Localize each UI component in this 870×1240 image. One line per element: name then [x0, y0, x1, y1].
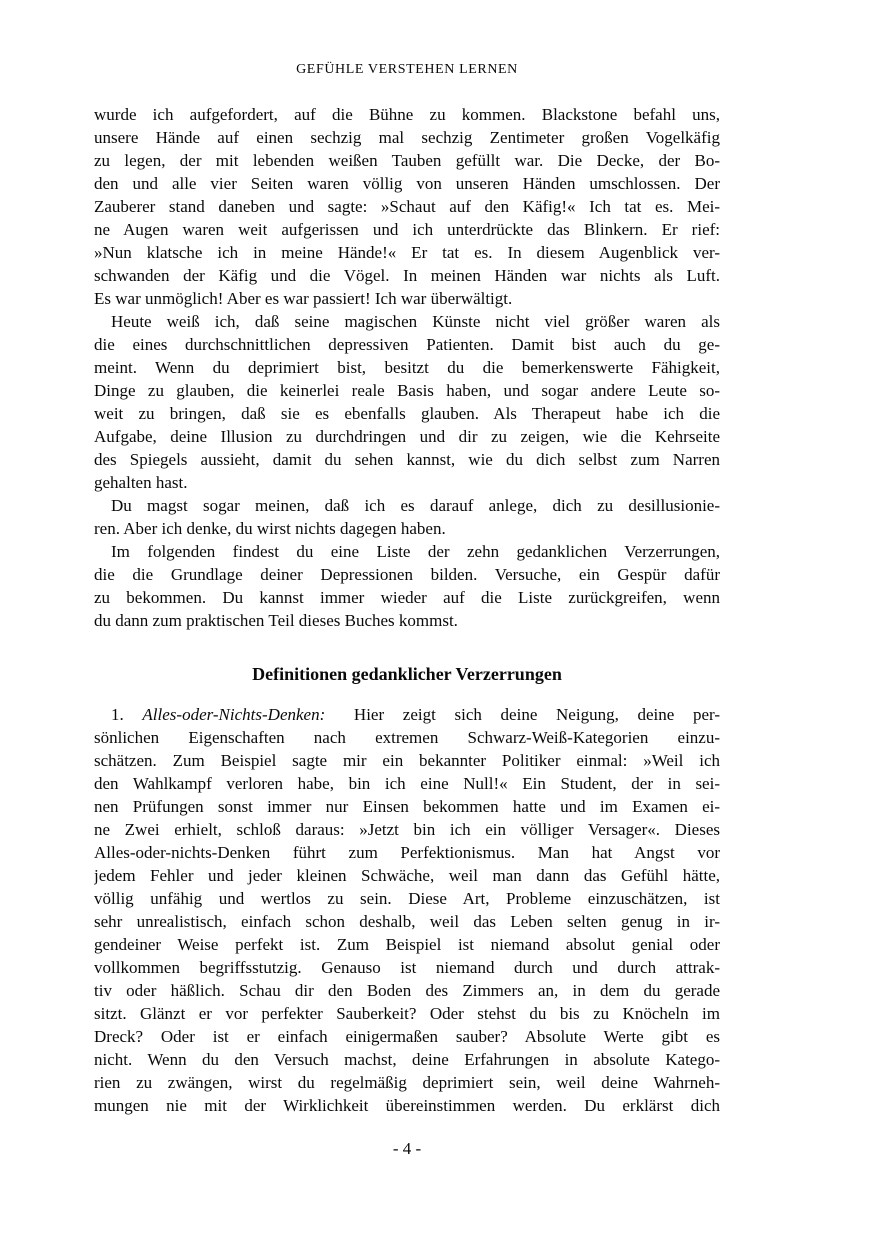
text-line: sönlichen Eigenschaften nach extremen Schwarz-Weiß-Kategorien einzu-: [94, 728, 720, 747]
list-item-lines: [94, 726, 720, 1117]
text-line: mungen nie mit der Wirklichkeit übereinstimmen werden. Du erklärst dich: [94, 1096, 720, 1115]
text-line: des Spiegels aussieht, damit du sehen kannst, wie du dich selbst zum Narren: [94, 450, 720, 469]
page-number: - 4 -: [392, 1139, 422, 1158]
text-line: den und alle vier Seiten waren völlig von unseren Händen umschlossen. Der: [94, 174, 720, 193]
body-paragraphs: [94, 103, 720, 632]
paragraph: [94, 494, 720, 540]
text-block: [94, 103, 720, 1117]
text-line: nicht. Wenn du den Versuch machst, deine Erfahrungen in absolute Katego-: [94, 1050, 720, 1069]
text-line: Aufgabe, deine Illusion zu durchdringen und dir zu zeigen, wie die Kehrseite: [94, 427, 720, 446]
text-line: unsere Hände auf einen sechzig mal sechzig Zentimeter großen Vogelkäfig: [94, 128, 720, 147]
text-line: du dann zum praktischen Teil dieses Buches kommst.: [94, 611, 458, 630]
text-line: die die Grundlage deiner Depressionen bilden. Versuche, ein Gespür dafür: [94, 565, 720, 584]
text-line: Dinge zu glauben, die keinerlei reale Basis haben, und sogar andere Leute so-: [94, 381, 720, 400]
text-line: nen Prüfungen sonst immer nur Einsen bekommen hatte und im Examen ei-: [94, 797, 720, 816]
text-line: ren. Aber ich denke, du wirst nichts dagegen haben.: [94, 519, 446, 538]
text-line: »Nun klatsche ich in meine Hände!« Er tat es. In diesem Augenblick ver-: [94, 243, 720, 262]
text-line: Im folgenden findest du eine Liste der zehn gedanklichen Verzerrungen,: [111, 542, 720, 561]
list-item-first-line: [94, 703, 720, 726]
text-line: die eines durchschnittlichen depressiven Patienten. Damit bist auch du ge-: [94, 335, 720, 354]
text-line: tiv oder häßlich. Schau dir den Boden des Zimmers an, in dem du gerade: [94, 981, 720, 1000]
text-line: schwanden der Käfig und die Vögel. In meinen Händen war nichts als Luft.: [94, 266, 720, 285]
text-line: schätzen. Zum Beispiel sagte mir ein bekannter Politiker einmal: »Weil ich: [94, 751, 720, 770]
text-line: Dreck? Oder ist er einfach einigermaßen sauber? Absolute Werte gibt es: [94, 1027, 720, 1046]
list-item-term: Alles-oder-Nichts-Denken:: [142, 705, 326, 724]
text-line: Es war unmöglich! Aber es war passiert! Ich war überwältigt.: [94, 289, 513, 308]
section-heading: Definitionen gedanklicher Verzerrungen: [252, 664, 562, 684]
text-line: gehalten hast.: [94, 473, 188, 492]
list-item-first-line-text: Hier zeigt sich deine Neigung, deine per-: [353, 705, 720, 724]
text-line: Du magst sogar meinen, daß ich es darauf anlege, dich zu desillusionie-: [111, 496, 720, 515]
paragraph: [94, 540, 720, 632]
text-line: den Wahlkampf verloren habe, bin ich eine Null!« Ein Student, der in sei-: [94, 774, 720, 793]
text-line: Heute weiß ich, daß seine magischen Künste nicht viel größer waren als: [111, 312, 720, 331]
text-line: Alles-oder-nichts-Denken führt zum Perfektionismus. Man hat Angst vor: [94, 843, 720, 862]
text-line: sehr unrealistisch, einfach schon deshalb, weil das Leben selten genug in ir-: [94, 912, 720, 931]
text-line: Zauberer stand daneben und sagte: »Schaut auf den Käfig!« Ich tat es. Mei-: [94, 197, 720, 216]
text-line: sitzt. Glänzt er vor perfekter Sauberkeit? Oder stehst du bis zu Knöcheln im: [94, 1004, 720, 1023]
text-line: ne Zwei erhielt, schloß daraus: »Jetzt bin ich ein völliger Versager«. Dieses: [94, 820, 720, 839]
text-line: gendeiner Weise perfekt ist. Zum Beispiel ist niemand absolut genial oder: [94, 935, 720, 954]
running-header: GEFÜHLE VERSTEHEN LERNEN: [296, 62, 518, 77]
text-line: weit zu bringen, daß sie es ebenfalls glauben. Als Therapeut habe ich die: [94, 404, 720, 423]
text-line: zu bekommen. Du kannst immer wieder auf die Liste zurückgreifen, wenn: [94, 588, 720, 607]
list-item-number: 1.: [111, 705, 124, 724]
text-line: vollkommen begriffsstutzig. Genauso ist niemand durch und durch attrak-: [94, 958, 720, 977]
paragraph: [94, 310, 720, 494]
paragraph: [94, 103, 720, 310]
text-line: rien zu zwängen, wirst du regelmäßig deprimiert sein, weil deine Wahrneh-: [94, 1073, 720, 1092]
text-line: jedem Fehler und jeder kleinen Schwäche, weil man dann das Gefühl hätte,: [94, 866, 720, 885]
list-item-1: [94, 703, 720, 1117]
text-line: ne Augen waren weit aufgerissen und ich unterdrückte das Blinkern. Er rief:: [94, 220, 720, 239]
text-line: meint. Wenn du deprimiert bist, besitzt du die bemerkenswerte Fähigkeit,: [94, 358, 720, 377]
text-line: zu legen, der mit lebenden weißen Tauben gefüllt war. Die Decke, der Bo-: [94, 151, 720, 170]
text-line: völlig unfähig und wertlos zu sein. Diese Art, Probleme einzuschätzen, ist: [94, 889, 720, 908]
text-line: wurde ich aufgefordert, auf die Bühne zu kommen. Blackstone befahl uns,: [94, 105, 720, 124]
